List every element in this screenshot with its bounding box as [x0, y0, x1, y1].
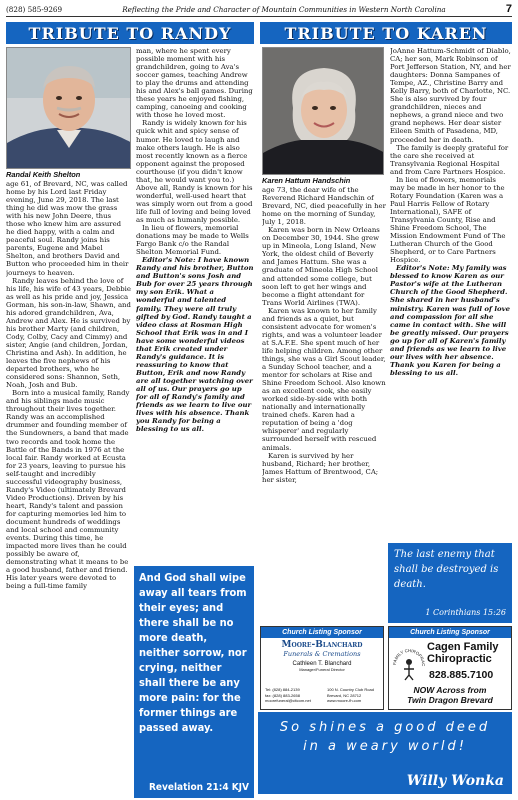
- randy-paragraph: Born into a musical family, Randy and his siblings made music throughout their lives together. Randy was an accomplished drummer and founding member of the Sundowners, a band that made two records and took home the Battle of the Bands in 1976 at the local fair. Randy worked at Ecusta for 23 years, leaving to pursue his self-taught and incredibly successful videography business, Randy's Video (ultimately Brevard Video Productions). Driven by his heart, Randy's talent and passion for capturing memories led him to document hundreds of weddings and local school and community events. During this time, he impacted more lives than he could possibly be aware of, demonstrating what it means to be a good husband, father and friend. His later years were devoted to being a full-time family: [6, 389, 130, 591]
- karen-paragraph: The family is deeply grateful for the care she received at Transylvania Regional Hospital and from Care Partners Hospice.: [390, 143, 509, 176]
- chiropractic-now-text: NOW Across from: [413, 685, 487, 695]
- header-tagline: Reflecting the Pride and Character of Mountain Communities in Western North Carolina: [122, 4, 446, 14]
- sponsor-address-1: 100 N. Country Club Road: [327, 687, 374, 692]
- sponsor-cagen-chiropractic[interactable]: [388, 626, 512, 710]
- karen-paragraph: Karen was born in New Orleans on December 30, 1944. She grew up in Mineola, Long Island, New York, the oldest child of Beverly and James Hattum. She was a graduate of Mineola High School and attended some college, but soon left to get her wings and become a flight attendant for Trans World Airlines (TWA).: [262, 226, 380, 307]
- randy-paragraph: man, where he spent every possible moment with his grandchildren, going to Ava's soccer games, teaching Andrew to play the drums and attending his and Alex's ball games. During these years he enjoyed fishing, camping, canoeing and cooking with those he loved most.: [136, 47, 253, 120]
- karen-editor-note: Editor's Note: My family was blessed to know Karen as our Pastor's wife at the Lutheran Church of the Good Shepherd. She shared in her husband's ministry. Karen was full of love and compassion for all she came in contact with. She will be greatly missed. Our prayers go up for all of Karen's family and friends as we learn to live our lives with her absence. Thank you Karen for being a blessing to us all.: [390, 264, 510, 377]
- karen-verse-box: [388, 543, 512, 623]
- karen-paragraph: Karen is survived by her husband, Richard; her brother, James Hattum of Brentwood, CA; her sister,: [262, 451, 379, 484]
- header-phone: (828) 585-9269: [6, 4, 63, 14]
- page-number: 7: [505, 3, 512, 15]
- tribute-randy-title: TRIBUTE TO RANDY: [6, 22, 254, 44]
- randy-editor-note: Editor's Note: I have known Randy and his brother, Button and Button's sons Josh and Bub for over 25 years through my son Erik. What a wonderful and talented family. They were all truly gifted by God. Randy taught a video class at Rosman High School that Erik was in and I have some wonderful videos that Erik created under Randy's guidance. It is reassuring to know that Button, Erik and now Randy are all together watching over all of us. Our prayers go up for all of Randy's family and friends as we learn to live our lives with his absence. Thank you Randy for being a blessing to us all.: [136, 256, 254, 434]
- randy-paragraph: Randy leaves behind the love of his life, his wife of 43 years, Debbie as well as his pride and joy, Jessica Gorman, his son-in-law, Shawn, and his adored grandchildren, Ava, Andrew and Alex. He is survived by his brother Marty (and children, Cody, Colby, Cacy and Cimmy) and sister, Angie (and children, Jordan, Christina and Ash). In addition, he leaves the five nephews of his departed brothers, who he considered sons: Shannon, Seth, Noah, Josh and Bub.: [6, 276, 131, 390]
- randy-paragraph: Randy is widely known for his quick whit and spicy sense of humor. He loved to laugh and make others laugh. He is also most recently known as a fierce opponent against the proposed courthouse (if you didn't know that, he would want you to.) Above all, Randy is known for his wonderful, well-used heart that was simply worn out from a good life full of loving and being loved as much as humanly possible.: [136, 119, 253, 224]
- sponsor-brand: Moore-Blanchard: [281, 640, 363, 650]
- karen-verse-reference: 1 Corinthians 15:26: [425, 608, 506, 617]
- sponsor-tel: Tel: (828) 884-2139: [265, 687, 300, 692]
- sponsor-moore-blanchard[interactable]: [260, 626, 384, 710]
- sponsor-address-2: Brevard, NC 28712: [327, 692, 362, 698]
- karen-paragraph: JoAnne Hattum-Schmidt of Diablo, CA; her son, Mark Robinson of Port Jefferson Station, NY, and her daughters: Donna Sampanes of Tempe, AZ., Christine Barry and Kelly Barry, both of Charlotte, NC. She is also survived by four grandchildren, nieces and nephews, a grand niece and two grand nephews. Her dear sister Eileen Smith of Pasadena, MD, proceeded her in death.: [390, 47, 511, 144]
- karen-photo: [262, 47, 384, 175]
- karen-paragraph: In lieu of flowers, memorials may be made in her honor to the Rotary Foundation (Karen was a Paul Harris Fellow of Rotary International), SAFE of Transylvania County, Rise and Shine Freedom School, The Mission Endowment Fund of The Lutheran Church of the Good Shepherd, or to Care Partners Hospice.: [390, 175, 506, 265]
- randy-paragraph: In lieu of flowers, memorial donations may be made to Wells Fargo Bank c/o the Randal Shelton Memorial Fund.: [136, 224, 249, 257]
- randy-column-2: [136, 47, 254, 565]
- sponsor-subtitle: Funerals & Cremations: [283, 650, 361, 658]
- sponsor-person: Cathleen T. Blanchard: [292, 661, 352, 667]
- karen-column-2: [390, 47, 512, 541]
- quote-line-1: So shines a good deed: [279, 720, 491, 735]
- tribute-karen-title: TRIBUTE TO KAREN: [260, 22, 512, 44]
- karen-portrait-image: [263, 48, 384, 175]
- randy-verse-text: And God shall wipe away all tears from their eyes; and there shall be no more death, neither sorrow, nor crying, neither shall there be any more pain: for the former things are passed away.: [139, 571, 247, 734]
- header-rule: [6, 16, 512, 17]
- karen-paragraph: age 73, the dear wife of the Reverend Richard Handschin of Brevard, NC, died peacefully in her home on the morning of Sunday, July 1, 2018.: [262, 186, 386, 227]
- quote-signature: Willy Wonka: [406, 773, 504, 789]
- page-header: [6, 2, 512, 16]
- sponsor-email[interactable]: moorefuneral@citcom.net: [265, 698, 311, 703]
- chiropractic-name-2: Chiropractic: [427, 653, 492, 665]
- willy-wonka-quote-banner: [258, 712, 512, 794]
- quote-line-2: in a weary world!: [303, 739, 467, 754]
- karen-paragraph: Karen was known to her family and friends as a quiet, but consistent advocate for women's rights, and was a volunteer leader at S.A.F.E. She spent much of her life helping children. Among other things, she was a Girl Scout leader, a Sunday School teacher, and a mentor for scholars at Rise and Shine Freedom School. Also known as an excellent cook, she easily worked side-by-side with both nationally and internationally trained chefs. Karen had a reputation of being a 'dog whisperer' and regularly surrounded herself with rescued animals.: [262, 306, 386, 452]
- sponsor-role: Manager/Funeral Director: [299, 667, 345, 672]
- randy-column-1: [6, 170, 131, 798]
- chiropractic-name-1: Cagen Family: [427, 641, 499, 653]
- randy-paragraph: age 61, of Brevard, NC, was called home by his Lord last Friday evening, June 29, 2018. The last thing he did was mow the grass with his new John Deere, thus those who knew him are assured he died happy, with a calm and peaceful soul. Randy joins his parents, Eugene and Mabel Shelton, and brothers David and Button who proceeded him in their journeys to heaven.: [6, 180, 129, 277]
- chiropractic-logo-icon: [392, 641, 426, 681]
- karen-verse-text: The last enemy that shall be destroyed is death.: [394, 549, 499, 590]
- randy-portrait-image: [7, 48, 131, 169]
- chiropractic-logo-arc-text: FAMILY CHIROPRAC: [392, 647, 426, 667]
- sponsor-heading: Church Listing Sponsor: [261, 627, 383, 638]
- sponsor-website[interactable]: www.moore-fh.com: [327, 698, 362, 703]
- randy-photo: [6, 47, 131, 169]
- chiropractic-location: Twin Dragon Brevard: [407, 695, 493, 705]
- chiropractic-phone[interactable]: 828.885.7100: [429, 669, 494, 681]
- randy-verse-box: [134, 566, 254, 798]
- randy-caption: Randal Keith Shelton: [6, 170, 81, 179]
- karen-caption: Karen Hattum Handschin: [262, 176, 351, 185]
- sponsor-heading: Church Listing Sponsor: [389, 627, 511, 638]
- sponsor-fax: fax: (828) 883-2658: [265, 692, 300, 698]
- randy-verse-reference: Revelation 21:4 KJV: [148, 782, 249, 793]
